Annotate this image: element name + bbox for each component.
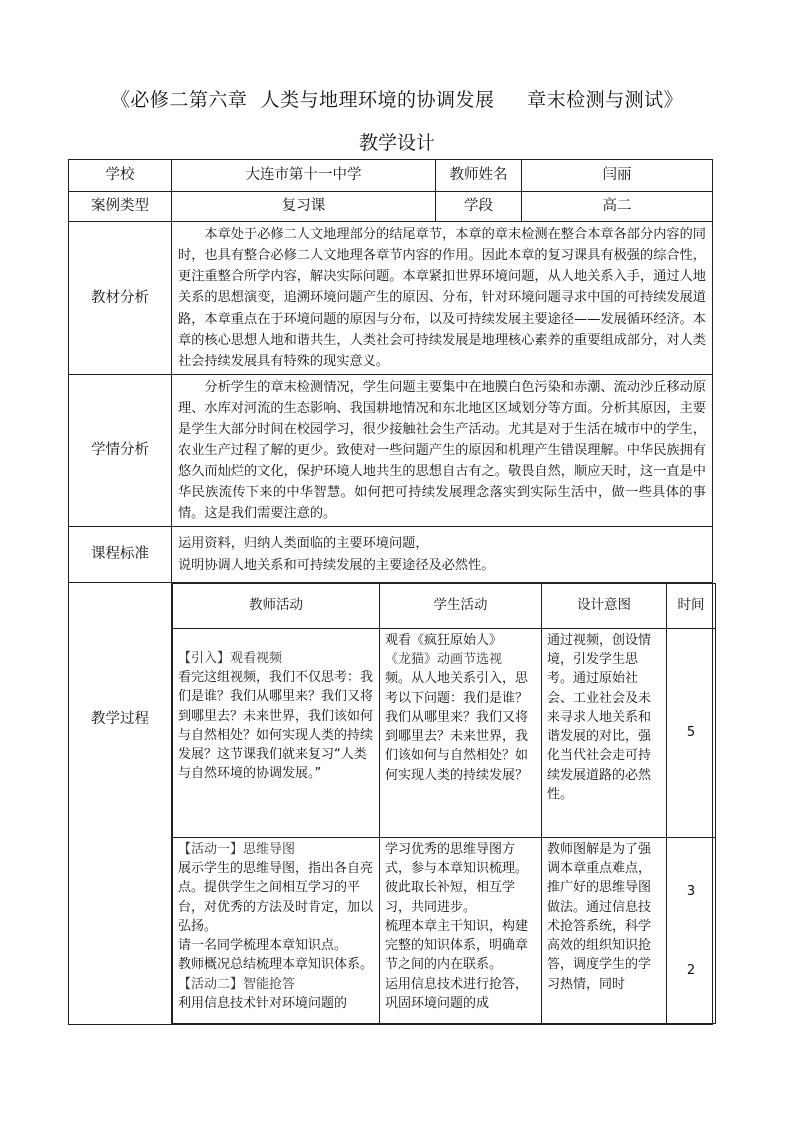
school-label: 学校: [69, 160, 172, 192]
lesson-plan-table: [68, 159, 713, 1025]
activity1-text: 展示学生的思维导图，指出各自亮点。提供学生之间相互学习的平台，对优秀的方法及时肯定，加以弘扬。: [178, 861, 374, 934]
teacher-activity-header: 教师活动: [173, 584, 380, 629]
activity-student-text3: 运用信息技术进行抢答，巩固环境问题的成: [385, 976, 529, 1011]
intro-teacher-tag: 【引入】观看视频: [178, 651, 283, 666]
time-header: 时间: [667, 584, 716, 629]
material-analysis-text: 本章处于必修二人文地理部分的结尾章节，本章的章末检测在整合本章各部分内容的同时，也具有整合必修二人文地理各章节内容的作用。因此本章的复习课具有极强的综合性，更注重整合所学内容，解决实际问题。本章紧扣世界环境问题，从人地关系入手，通过人地关系的思想演变，追溯环境问题产生的原因、分布，针对环境问题寻求中国的可持续发展道路，本章重点在于环境问题的原因与分布，以及可持续发展主要途径——发展循环经济。本章的核心思想人地和谐共生，人类社会可持续发展是地理核心素养的重要组成部分，对人类社会持续发展具有特殊的现实意义。: [172, 222, 713, 375]
activity-student-text1: 学习优秀的思维导图方式，参与本章知识梳理。彼此取长补短，相互学习，共同进步。: [385, 842, 529, 915]
activity-student-text2: 梳理本章主干知识，构建完整的知识体系，明确章节之间的内在联系。: [385, 918, 529, 973]
student-analysis-text: 分析学生的章末检测情况，学生问题主要集中在地膜白色污染和赤潮、流动沙丘移动原理、水库对河流的生态影响、我国耕地情况和东北地区区域划分等方面。分析其原因，主要是学生大部分时间在校园学习，很少接触社会生产活动。尤其是对于生活在城市中的学生，农业生产过程了解的更少。致使对一些问题产生的原因和机理产生错误理解。中华民族拥有悠久而灿烂的文化，保护环境人地共生的思想自古有之。敬畏自然，顺应天时，这一直是中华民族流传下来的中华智慧。如何把可持续发展理念落实到实际生活中，做一些具体的事情。这是我们需要注意的。: [172, 375, 713, 527]
teacher-value: 闫丽: [522, 160, 713, 192]
activity-time-cell: [667, 838, 716, 1024]
curriculum-standard-label: 课程标准: [69, 527, 172, 583]
activity-student-cell: [380, 838, 542, 1024]
activity2-time: 2: [686, 963, 696, 979]
intro-intent-text: 通过视频，创设情境，引发学生思考。通过原始社会、工业社会及未来寻求人地关系和谐发展的对比，强化当代社会走可持续发展道路的必然性。: [547, 633, 652, 802]
activity2-text: 利用信息技术针对环境问题的: [178, 995, 348, 1011]
document-title: 《必修二第六章 人类与地理环境的协调发展 章末检测与测试》: [110, 89, 684, 111]
teaching-process-table: [172, 583, 716, 1024]
design-intent-header: 设计意图: [542, 584, 667, 629]
intro-student-line1: 观看《疯狂原始人》: [385, 633, 503, 648]
intro-student-cell: [380, 629, 542, 838]
intro-teacher-text: 看完这组视频，我们不仅思考：我们是谁？我们从哪里来？我们又将到哪里去？未来世界，我们该如何与自然相处？如何实现人类的持续发展？这节课我们就来复习“人类与自然环境的协调发展。”: [178, 670, 374, 782]
teaching-process-label: 教学过程: [69, 583, 172, 1025]
intro-intent-cell: [542, 629, 667, 838]
activity1-text3: 教师概况总结梳理本章知识体系。: [178, 957, 374, 973]
activity-intent-text: 教师图解是为了强调本章重点难点，推广好的思维导图做法。通过信息技术抢答系统，科学高效的组织知识抢答，调度学生的学习热情，同时: [547, 842, 652, 992]
teaching-process-cell: [172, 583, 713, 1025]
activity1-tag: 【活动一】思维导图: [178, 842, 296, 857]
activity-intent-cell: [542, 838, 667, 1024]
intro-student-text: 频。从人地关系引入，思考以下问题：我们是谁？我们从哪里来？我们又将到哪里去？未来世界，我们该如何与自然相处？如何实现人类的持续发展？: [385, 671, 529, 783]
student-analysis-label: 学情分析: [69, 375, 172, 527]
curriculum-standard-text: [172, 527, 713, 583]
case-type-label: 案例类型: [69, 192, 172, 222]
case-type-value: 复习课: [172, 192, 436, 222]
stage-value: 高二: [522, 192, 713, 222]
intro-time: 5: [667, 629, 716, 838]
document-subtitle: 教学设计: [358, 132, 435, 154]
school-value: 大连市第十一中学: [172, 160, 436, 192]
intro-teacher-cell: [173, 629, 380, 838]
activity-teacher-cell: [173, 838, 380, 1024]
activity1-text2: 请一名同学梳理本章知识点。: [178, 938, 348, 954]
standard-line: 说明协调人地关系和可持续发展的主要途径及必然性。: [178, 557, 495, 573]
activity2-tag: 【活动二】智能抢答: [178, 976, 296, 992]
student-activity-header: 学生活动: [380, 584, 542, 629]
stage-label: 学段: [436, 192, 522, 222]
material-analysis-label: 教材分析: [69, 222, 172, 375]
intro-student-line2: 《龙猫》动画节选视: [385, 652, 503, 668]
teacher-label: 教师姓名: [436, 160, 522, 192]
standard-line: 运用资料，归纳人类面临的主要环境问题，: [178, 536, 429, 552]
activity1-time: 3: [686, 884, 696, 899]
